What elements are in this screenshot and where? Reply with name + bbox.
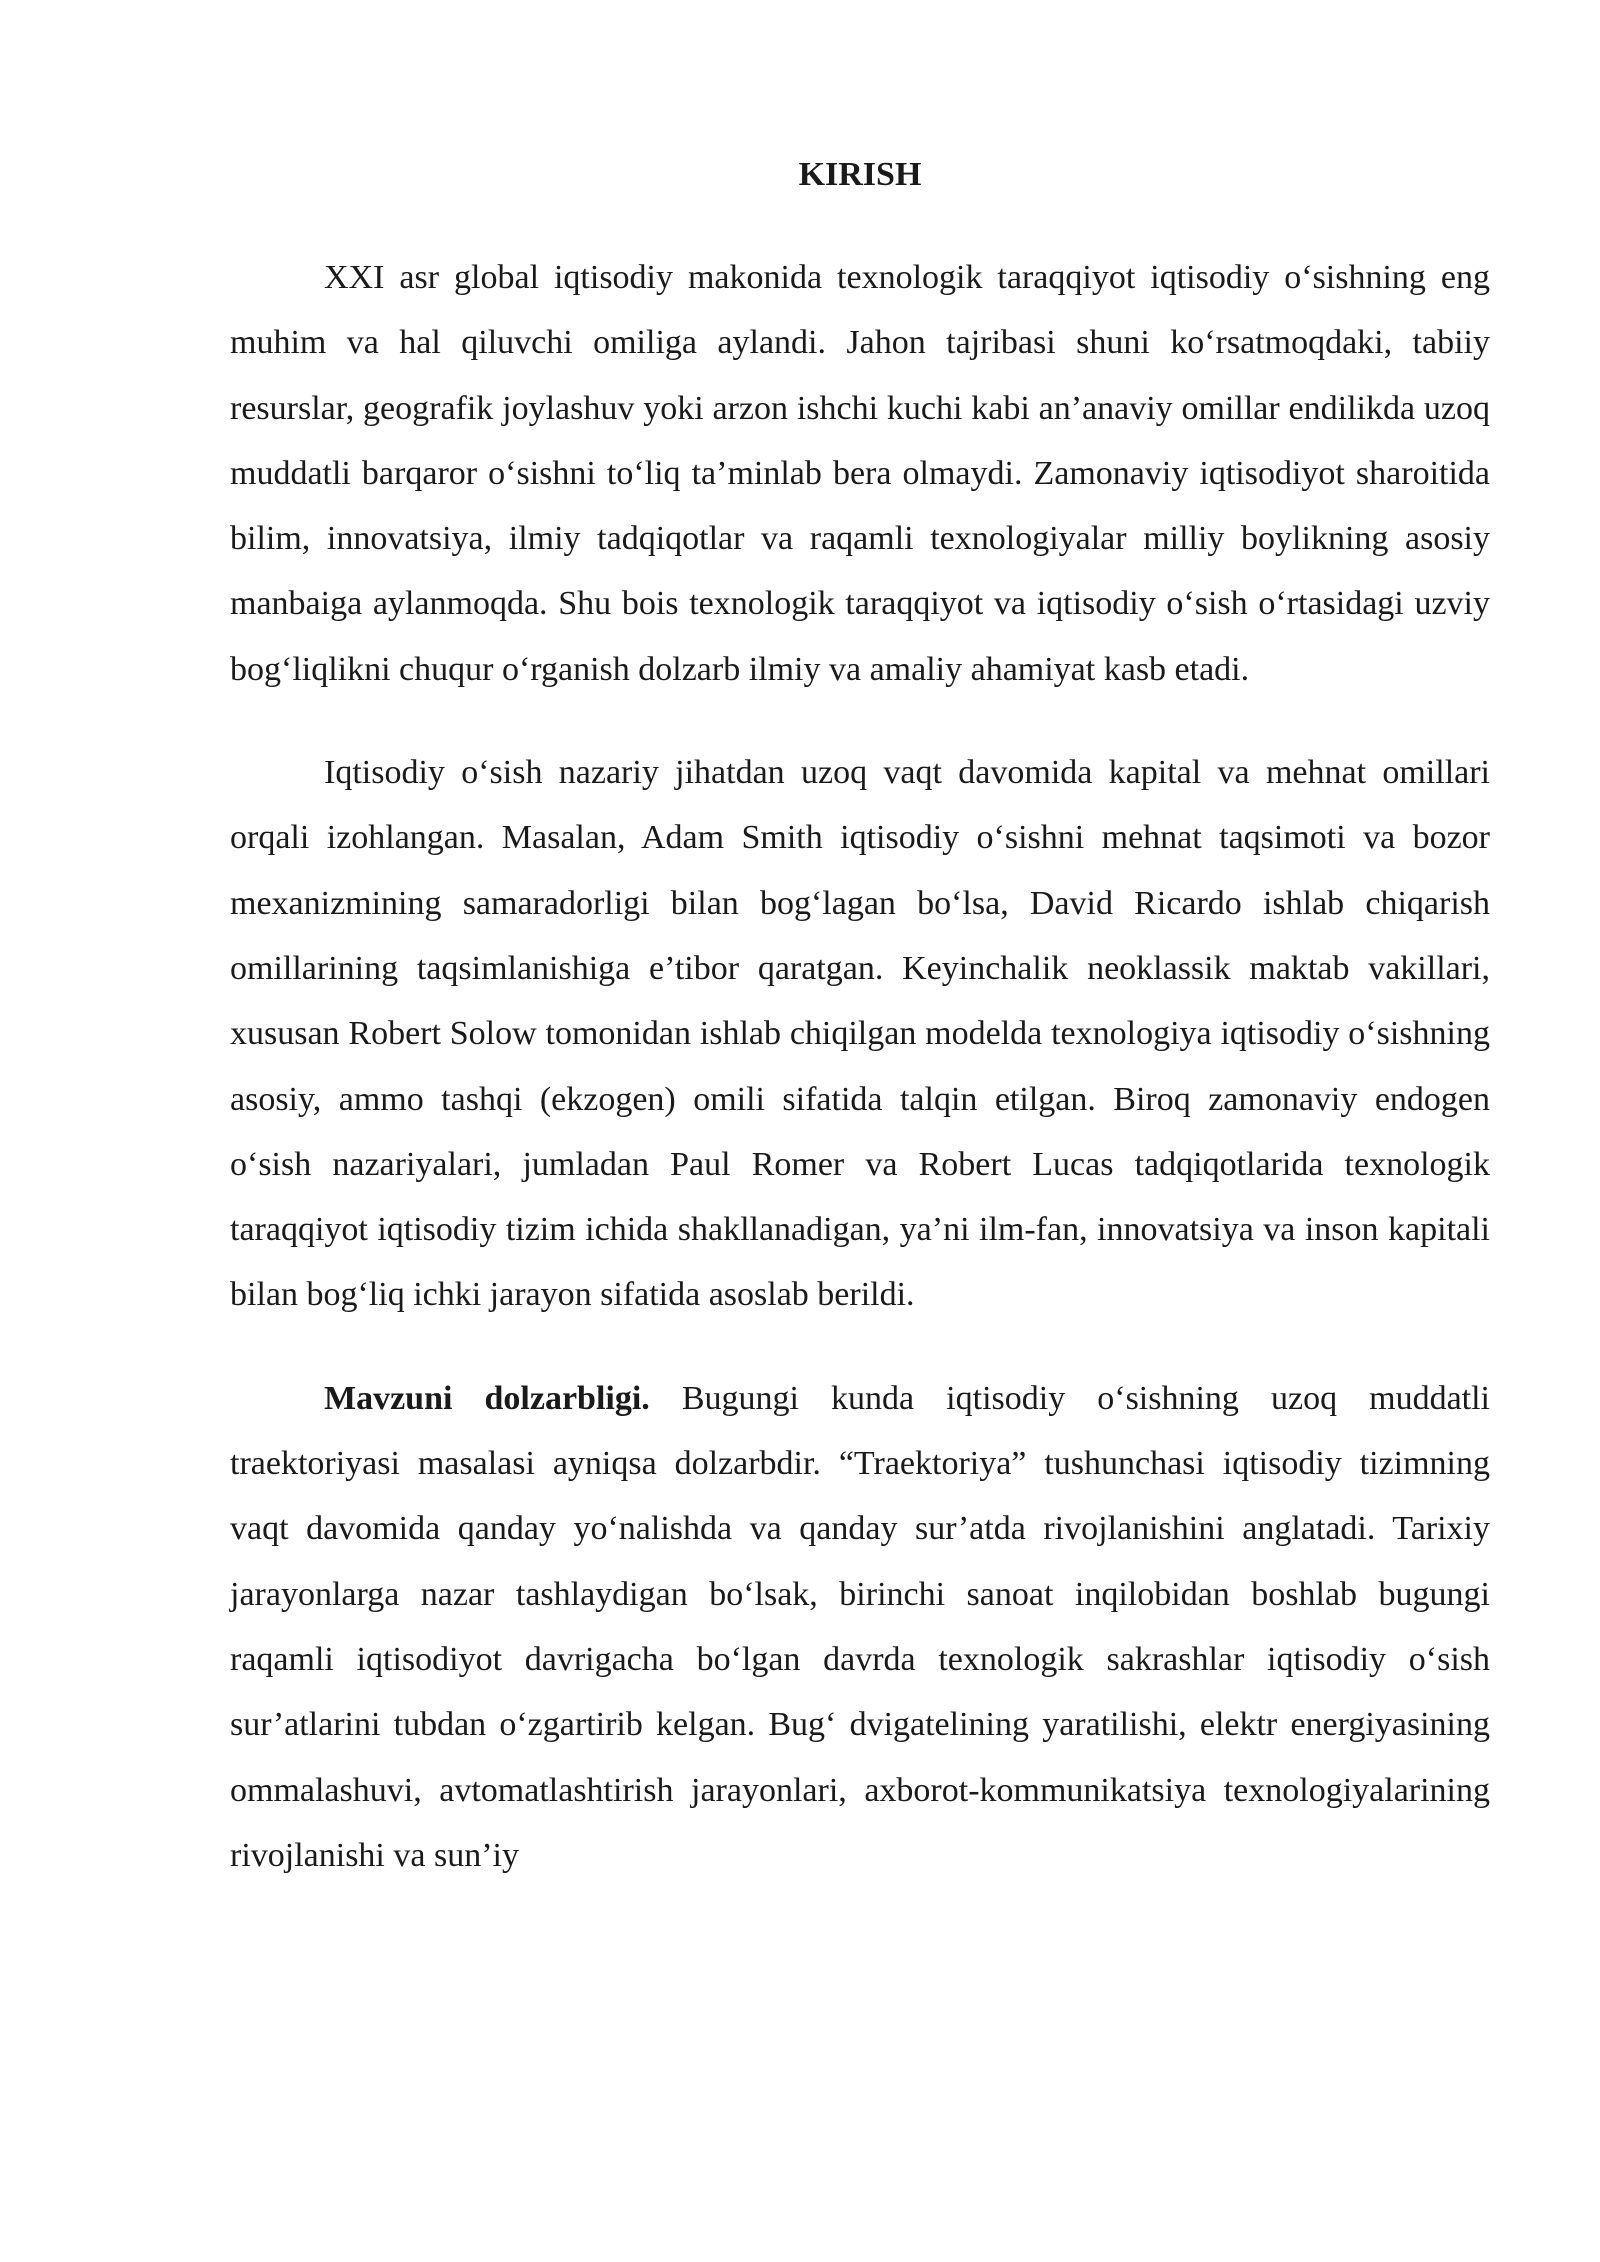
paragraph-relevance — [230, 1366, 1490, 1888]
document-body — [230, 150, 1490, 1888]
section-heading: KIRISH — [798, 156, 922, 193]
paragraph-text: Iqtisodiy o‘sish nazariy jihatdan uzoq vaqt davomida kapital va mehnat omillari orqali izohlangan. Masalan, Adam Smith iqtisodiy o‘sishni mehnat taqsimoti va bozor mexanizmining samaradorligi bilan bog‘lagan bo‘lsa, David Ricardo ishlab chiqarish omillarining taqsimlanishiga e’tibor qaratgan. Keyinchalik neoklassik maktab vakillari, xususan Robert Solow tomonidan ishlab chiqilgan modelda texnologiya iqtisodiy o‘sishning asosiy, ammo tashqi (ekzogen) omili sifatida talqin etilgan. Biroq zamonaviy endogen o‘sish nazariyalari, jumladan Paul Romer va Robert Lucas tadqiqotlarida texnologik taraqqiyot iqtisodiy tizim ichida shakllanadigan, ya’ni ilm-fan, innovatsiya va inson kapitali bilan bog‘liq ichki jarayon sifatida asoslab berildi. — [230, 754, 1490, 1314]
paragraph-text: Bugungi kunda iqtisodiy o‘sishning uzoq muddatli traektoriyasi masalasi ayniqsa dolzarbdir. “Traektoriya” tushunchasi iqtisodiy tizimning vaqt davomida qanday yo‘nalishda va qanday sur’atda rivojlanishini anglatadi. Tarixiy jarayonlarga nazar tashlaydigan bo‘lsak, birinchi sanoat inqilobidan boshlab bugungi raqamli iqtisodiyot davrigacha bo‘lgan davrda texnologik sakrashlar iqtisodiy o‘sish sur’atlarini tubdan o‘zgartirib kelgan. Bug‘ dvigatelining yaratilishi, elektr energiyasining ommalashuvi, avtomatlashtirish jarayonlari, axborot-kommunikatsiya texnologiyalarining rivojlanishi va sun’iy — [230, 1379, 1490, 1874]
paragraph-text: XXI asr global iqtisodiy makonida texnologik taraqqiyot iqtisodiy o‘sishning eng muhim va hal qiluvchi omiliga aylandi. Jahon tajribasi shuni ko‘rsatmoqdaki, tabiiy resurslar, geografik joylashuv yoki arzon ishchi kuchi kabi an’anaviy omillar endilikda uzoq muddatli barqaror o‘sishni to‘liq ta’minlab bera olmaydi. Zamonaviy iqtisodiyot sharoitida bilim, innovatsiya, ilmiy tadqiqotlar va raqamli texnologiyalar milliy boylikning asosiy manbaiga aylanmoqda. Shu bois texnologik taraqqiyot va iqtisodiy o‘sish o‘rtasidagi uzviy bog‘liqlikni chuqur o‘rganish dolzarb ilmiy va amaliy ahamiyat kasb etadi. — [230, 259, 1490, 688]
paragraph-theory — [230, 740, 1490, 1328]
paragraph-lead: Mavzuni dolzarbligi. — [324, 1379, 650, 1417]
paragraph-intro — [230, 245, 1490, 702]
